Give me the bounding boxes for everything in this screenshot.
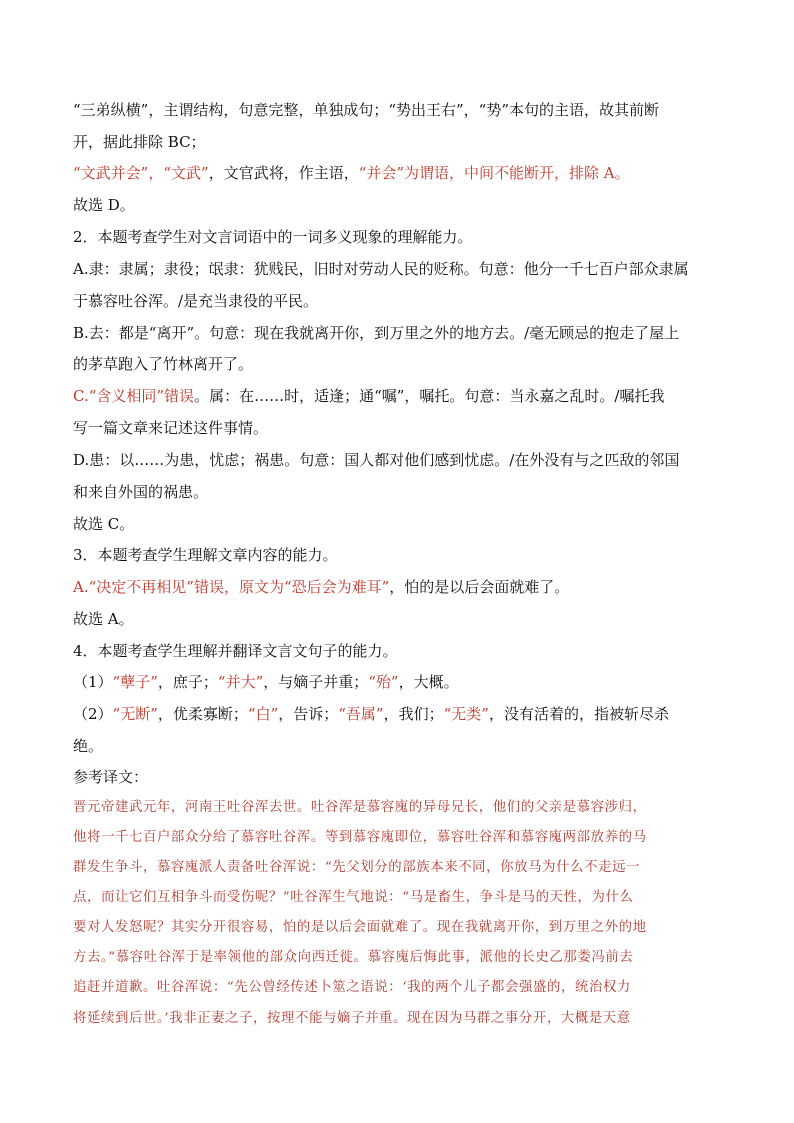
text-segment: ，没有活着的，指被斩尽杀 bbox=[488, 705, 669, 723]
text-segment: ，大概。 bbox=[398, 673, 459, 691]
text-segment: A.“决定不再相见”错误，原文为“恐后会为难耳” bbox=[73, 578, 390, 596]
text-segment: C.“含义相同”错误 bbox=[73, 387, 195, 405]
text-segment: ，优柔寡断； bbox=[157, 705, 248, 723]
text-segment: 于慕容吐谷浑。/是充当隶役的平民。 bbox=[73, 292, 319, 310]
text-line bbox=[73, 826, 647, 848]
text-segment: ，怕的是以后会面就难了。 bbox=[389, 578, 570, 596]
text-line bbox=[73, 514, 134, 534]
text-segment: 点，而让它们互相争斗而受伤呢？”吐谷浑生气地说：“马是畜生，争斗是马的天性，为什么 bbox=[73, 890, 634, 905]
text-segment: A.隶：隶属；隶役；氓隶：犹贱民，旧时对劳动人民的贬称。句意：他分一千七百户部众隶属 bbox=[73, 260, 689, 278]
text-segment: 要对人发怒呢？其实分开很容易，怕的是以后会面就难了。现在我就离开你，到万里之外的地 bbox=[73, 920, 647, 935]
text-segment: 他将一千七百户部众分给了慕容吐谷浑。等到慕容廆即位，慕容吐谷浑和慕容廆两部放养的马 bbox=[73, 830, 647, 845]
text-segment: ，告诉； bbox=[278, 705, 339, 723]
text-segment: ，庶子； bbox=[157, 673, 218, 691]
text-line bbox=[73, 323, 679, 343]
text-segment: “文武并会”，“文武” bbox=[73, 164, 209, 182]
text-line bbox=[73, 482, 208, 502]
text-segment: 将延续到后世。’我非正妻之子，按理不能与嫡子并重。现在因为马群之事分开，大概是天意 bbox=[73, 1011, 631, 1026]
text-segment: 方去。”慕容吐谷浑于是率领他的部众向西迁徙。慕容廆后悔此事，派他的长史乙那娄冯前去 bbox=[73, 950, 634, 965]
text-line bbox=[73, 916, 647, 938]
text-segment: “殆” bbox=[368, 673, 399, 691]
text-line bbox=[73, 450, 679, 470]
text-line bbox=[73, 227, 473, 247]
text-segment: B.去：都是“离开”。句意：现在我就离开你，到万里之外的地方去。/毫无顾忌的抱走了屋上 bbox=[73, 324, 680, 342]
text-line bbox=[73, 100, 659, 120]
text-line bbox=[73, 418, 268, 438]
text-line bbox=[73, 195, 135, 215]
text-segment: 2．本题考查学生对文言词语中的一词多义现象的理解能力。 bbox=[73, 228, 473, 246]
text-segment: 和来自外国的祸患。 bbox=[73, 483, 209, 501]
text-line bbox=[73, 767, 148, 787]
text-segment: 群发生争斗，慕容廆派人责备吐谷浑说：“先父划分的部族本来不同，你放马为什么不走远一 bbox=[73, 860, 641, 875]
text-segment: “并大” bbox=[217, 673, 264, 691]
text-line bbox=[73, 291, 318, 311]
text-segment: “无断” bbox=[112, 705, 158, 723]
text-segment: 绝。 bbox=[73, 737, 104, 755]
text-segment: 3．本题考查学生理解文章内容的能力。 bbox=[73, 546, 338, 564]
text-line bbox=[73, 577, 569, 597]
text-segment: 故选 A。 bbox=[73, 610, 134, 628]
text-line bbox=[73, 886, 634, 908]
text-segment: “三弟纵横”，主谓结构，句意完整，单独成句；“势出王右”，“势”本句的主语，故其前断 bbox=[73, 101, 660, 119]
text-segment: 追赶并道歉。吐谷浑说：“先公曾经传述卜筮之语说：‘我的两个儿子都会强盛的，统治权力 bbox=[73, 980, 631, 995]
text-line bbox=[73, 641, 398, 661]
text-line bbox=[73, 354, 253, 374]
text-segment: 的茅草跑入了竹林离开了。 bbox=[73, 355, 254, 373]
text-segment: ，文官武将，作主语， bbox=[208, 164, 359, 182]
text-line bbox=[73, 704, 669, 724]
text-line bbox=[73, 856, 640, 878]
text-segment: D.患：以……为患，忧虑；祸患。句意：国人都对他们感到忧虑。/在外没有与之匹敌的邻国 bbox=[73, 451, 680, 469]
text-segment: 。属：在……时，适逢；通“嘱”，嘱托。句意：当永嘉之乱时。/嘱托我 bbox=[194, 387, 665, 405]
text-segment: “无类” bbox=[443, 705, 489, 723]
text-segment: 参考译文： bbox=[73, 768, 149, 786]
text-line bbox=[73, 163, 630, 183]
text-segment: （1） bbox=[73, 673, 113, 691]
text-line bbox=[73, 976, 631, 998]
text-segment: （2） bbox=[73, 705, 113, 723]
text-segment: 故选 C。 bbox=[73, 515, 135, 533]
text-line bbox=[73, 386, 664, 406]
text-segment: 开，据此排除 BC； bbox=[73, 133, 206, 151]
text-line bbox=[73, 609, 134, 629]
text-line bbox=[73, 672, 459, 692]
text-line bbox=[73, 1007, 631, 1029]
text-segment: ，与嫡子并重； bbox=[263, 673, 369, 691]
text-segment: 故选 D。 bbox=[73, 196, 135, 214]
text-segment: 晋元帝建武元年，河南王吐谷浑去世。吐谷浑是慕容廆的异母兄长，他们的父亲是慕容涉归， bbox=[73, 800, 647, 815]
text-segment: “白” bbox=[247, 705, 279, 723]
text-segment: “并会”为谓语，中间不能断开，排除 A。 bbox=[358, 164, 630, 182]
text-segment: ，我们； bbox=[383, 705, 444, 723]
text-line bbox=[73, 736, 103, 756]
text-line bbox=[73, 946, 633, 968]
text-line bbox=[73, 259, 689, 279]
text-line bbox=[73, 796, 647, 818]
text-segment: 4．本题考查学生理解并翻译文言文句子的能力。 bbox=[73, 642, 398, 660]
text-segment: 写一篇文章来记述这件事情。 bbox=[73, 419, 269, 437]
text-segment: “孽子” bbox=[112, 673, 158, 691]
text-line bbox=[73, 545, 338, 565]
text-segment: “吾属” bbox=[338, 705, 384, 723]
text-line bbox=[73, 132, 206, 152]
